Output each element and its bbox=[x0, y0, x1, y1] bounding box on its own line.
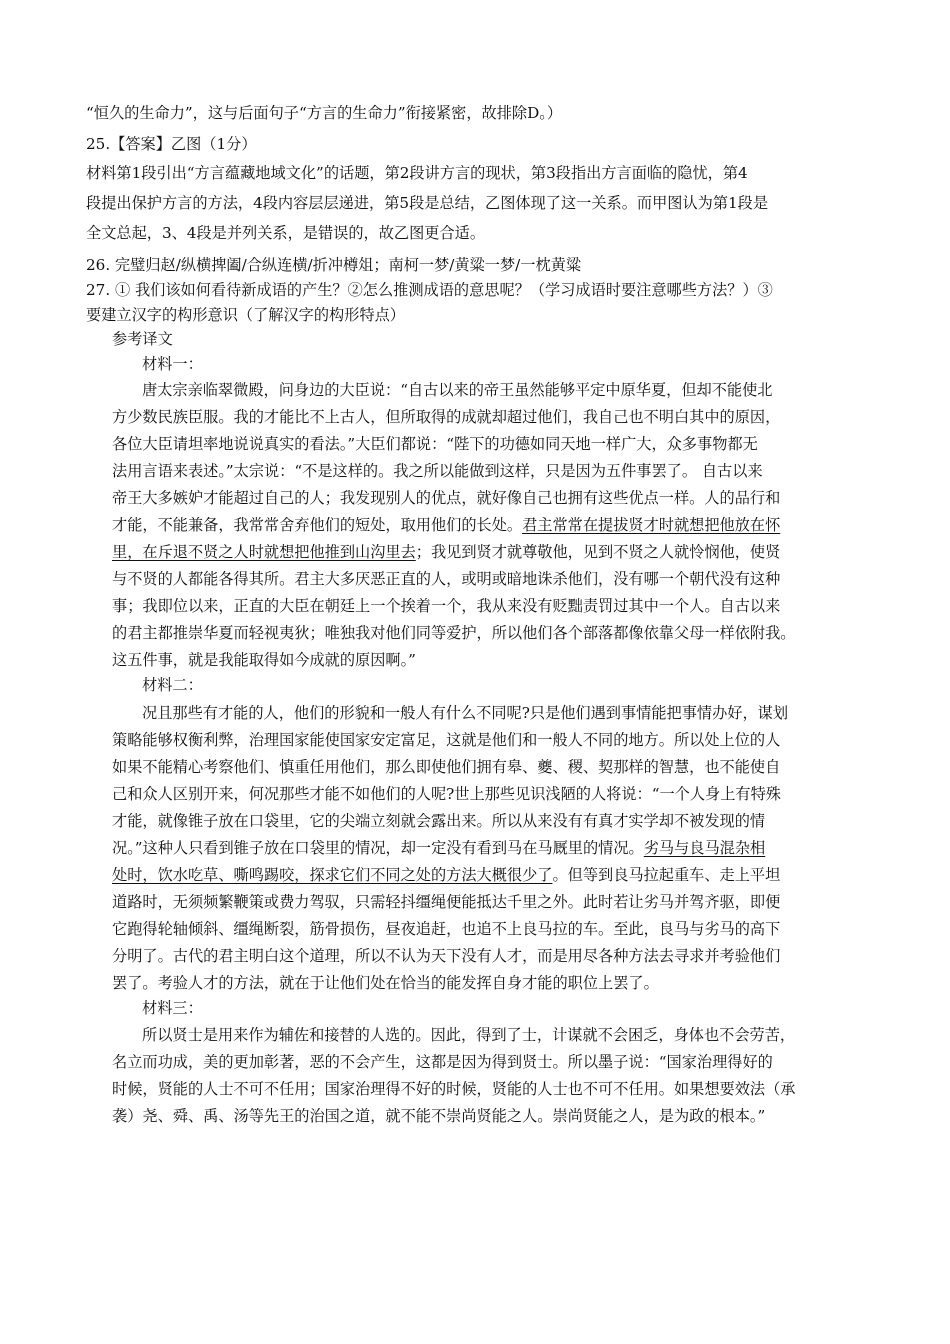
material-2-line-08: 道路时，无须频繁鞭策或费力驾驭，只需轻抖缰绳便能抵达千里之外。此时若让劣马并驾齐驱，即便 bbox=[112, 893, 781, 911]
material-3-title: 材料三： bbox=[142, 999, 203, 1017]
material-1-line-08: 与不贤的人都能各得其所。君主大多厌恶正直的人，或明或暗地诛杀他们，没有哪一个朝代没有这种 bbox=[112, 570, 781, 588]
material-2-line-10: 分明了。古代的君主明白这个道理，所以不认为天下没有人才，而是用尽各种方法去寻求并考验他们 bbox=[112, 947, 781, 965]
material-3-line-01: 所以贤士是用来作为辅佐和接替的人选的。因此，得到了士，计谋就不会困乏，身体也不会劳苦， bbox=[142, 1026, 796, 1044]
material-1-line-07 bbox=[112, 539, 780, 565]
material-1-line-06 bbox=[112, 512, 780, 538]
material-2-line-06-text: 况。”这种人只看到锥子放在口袋里的情况，却一定没有看到马在马厩里的情况。 bbox=[112, 839, 644, 857]
answer-27-line-1: 27. ① 我们该如何看待新成语的产生？②怎么推测成语的意思呢？（学习成语时要注意哪些方法？）③ bbox=[86, 281, 773, 299]
translation-heading: 参考译文 bbox=[112, 330, 173, 348]
answer-25-line-3: 全文总起，3、4段是并列关系，是错误的，故乙图更合适。 bbox=[86, 224, 486, 242]
material-3-line-02: 名立而功成，美的更加彰著，恶的不会产生，这都是因为得到贤士。所以墨子说：“国家治理得好的 bbox=[112, 1053, 773, 1071]
answer-25-line-1: 材料第1段引出“方言蕴藏地域文化”的话题，第2段讲方言的现状，第3段指出方言面临的隐忧，第4 bbox=[86, 164, 748, 182]
material-2-line-02: 策略能够权衡利弊，治理国家能使国家安定富足，这就是他们和一般人不同的地方。所以处上位的人 bbox=[112, 731, 781, 749]
material-1-underlined-sentence-start: 君主常常在提拔贤才时就想把他放在怀 bbox=[522, 516, 781, 534]
answer-26: 26. 完璧归赵/纵横捭阖/合纵连横/折冲樽俎；南柯一梦/黄粱一梦/一枕黄粱 bbox=[86, 256, 582, 274]
material-2-line-01: 况且那些有才能的人，他们的形貌和一般人有什么不同呢?只是他们遇到事情能把事情办好，谋划 bbox=[142, 704, 789, 722]
material-2-underlined-sentence-end: 处时，饮水吃草、嘶鸣踢咬，探求它们不同之处的方法大概很少了 bbox=[112, 866, 553, 884]
material-1-line-10: 的君主都推崇华夏而轻视夷狄；唯独我对他们同等爱护，所以他们各个部落都像依靠父母一样依附我。 bbox=[112, 624, 796, 642]
material-2-line-04: 己和众人区别开来，何况那些才能不如他们的人呢?世上那些见识浅陋的人将说：“一个人身上有特殊 bbox=[112, 785, 781, 803]
material-1-underlined-sentence-end: 里，在斥退不贤之人时就想把他推到山沟里去 bbox=[112, 543, 416, 561]
material-2-title: 材料二： bbox=[142, 676, 203, 694]
material-1-line-11: 这五件事，就是我能取得如今成就的原因啊。” bbox=[112, 651, 416, 669]
material-2-line-07-text: 。但等到良马拉起重车、走上平坦 bbox=[552, 866, 781, 884]
material-1-line-05: 帝王大多嫉妒才能超过自己的人；我发现别人的优点，就好像自己也拥有这些优点一样。人的品行和 bbox=[112, 489, 781, 507]
material-2-line-07 bbox=[112, 862, 780, 888]
answer-24-continuation: “恒久的生命力”，这与后面句子“方言的生命力”衔接紧密，故排除D。） bbox=[86, 104, 563, 122]
answer-25-heading: 25.【答案】乙图（1分） bbox=[86, 135, 257, 153]
material-1-line-03: 各位大臣请坦率地说说真实的看法。”大臣们都说：“陛下的功德如同天地一样广大，众多事物都无 bbox=[112, 435, 758, 453]
material-1-line-09: 事；我即位以来，正直的大臣在朝廷上一个挨着一个，我从来没有贬黜责罚过其中一个人。自古以来 bbox=[112, 597, 781, 615]
answer-25-line-2: 段提出保护方言的方法，4段内容层层递进，第5段是总结，乙图体现了这一关系。而甲图认为第1段是 bbox=[86, 194, 769, 212]
material-3-line-04: 袭）尧、舜、禹、汤等先王的治国之道，就不能不崇尚贤能之人。崇尚贤能之人，是为政的根本。” bbox=[112, 1107, 766, 1125]
material-1-line-02: 方少数民族臣服。我的才能比不上古人，但所取得的成就却超过他们，我自己也不明白其中的原因， bbox=[112, 408, 781, 426]
material-2-line-11: 罢了。考验人才的方法，就在于让他们处在恰当的能发挥自身才能的职位上罢了。 bbox=[112, 974, 659, 992]
material-1-line-06-text: 才能，不能兼备，我常常舍弃他们的短处，取用他们的长处。 bbox=[112, 516, 523, 534]
answer-27-line-2: 要建立汉字的构形意识（了解汉字的构形特点） bbox=[86, 306, 405, 324]
material-2-underlined-sentence-start: 劣马与良马混杂相 bbox=[643, 839, 766, 857]
material-2-line-03: 如果不能精心考察他们、慎重任用他们，那么即使他们拥有皋、夔、稷、契那样的智慧，也不能使自 bbox=[112, 758, 781, 776]
material-1-title: 材料一： bbox=[142, 355, 203, 373]
material-2-line-09: 它跑得轮轴倾斜、缰绳断裂，筋骨损伤，昼夜追赶，也追不上良马拉的车。至此，良马与劣马的高下 bbox=[112, 920, 781, 938]
material-2-line-05: 才能，就像锥子放在口袋里，它的尖端立刻就会露出来。所以从来没有有真才实学却不被发现的情 bbox=[112, 812, 766, 830]
material-2-line-06 bbox=[112, 835, 765, 861]
material-1-line-04: 法用言语来表述。”太宗说：“不是这样的。我之所以能做到这样，只是因为五件事罢了。 自古以来 bbox=[112, 462, 763, 480]
material-1-line-07-text: ；我见到贤才就尊敬他，见到不贤之人就怜悯他，使贤 bbox=[415, 543, 781, 561]
material-1-line-01: 唐太宗亲临翠微殿，问身边的大臣说：“自古以来的帝王虽然能够平定中原华夏，但却不能使北 bbox=[142, 381, 773, 399]
material-3-line-03: 时候，贤能的人士不可不任用；国家治理得不好的时候，贤能的人士也不可不任用。如果想要效法（承 bbox=[112, 1080, 796, 1098]
